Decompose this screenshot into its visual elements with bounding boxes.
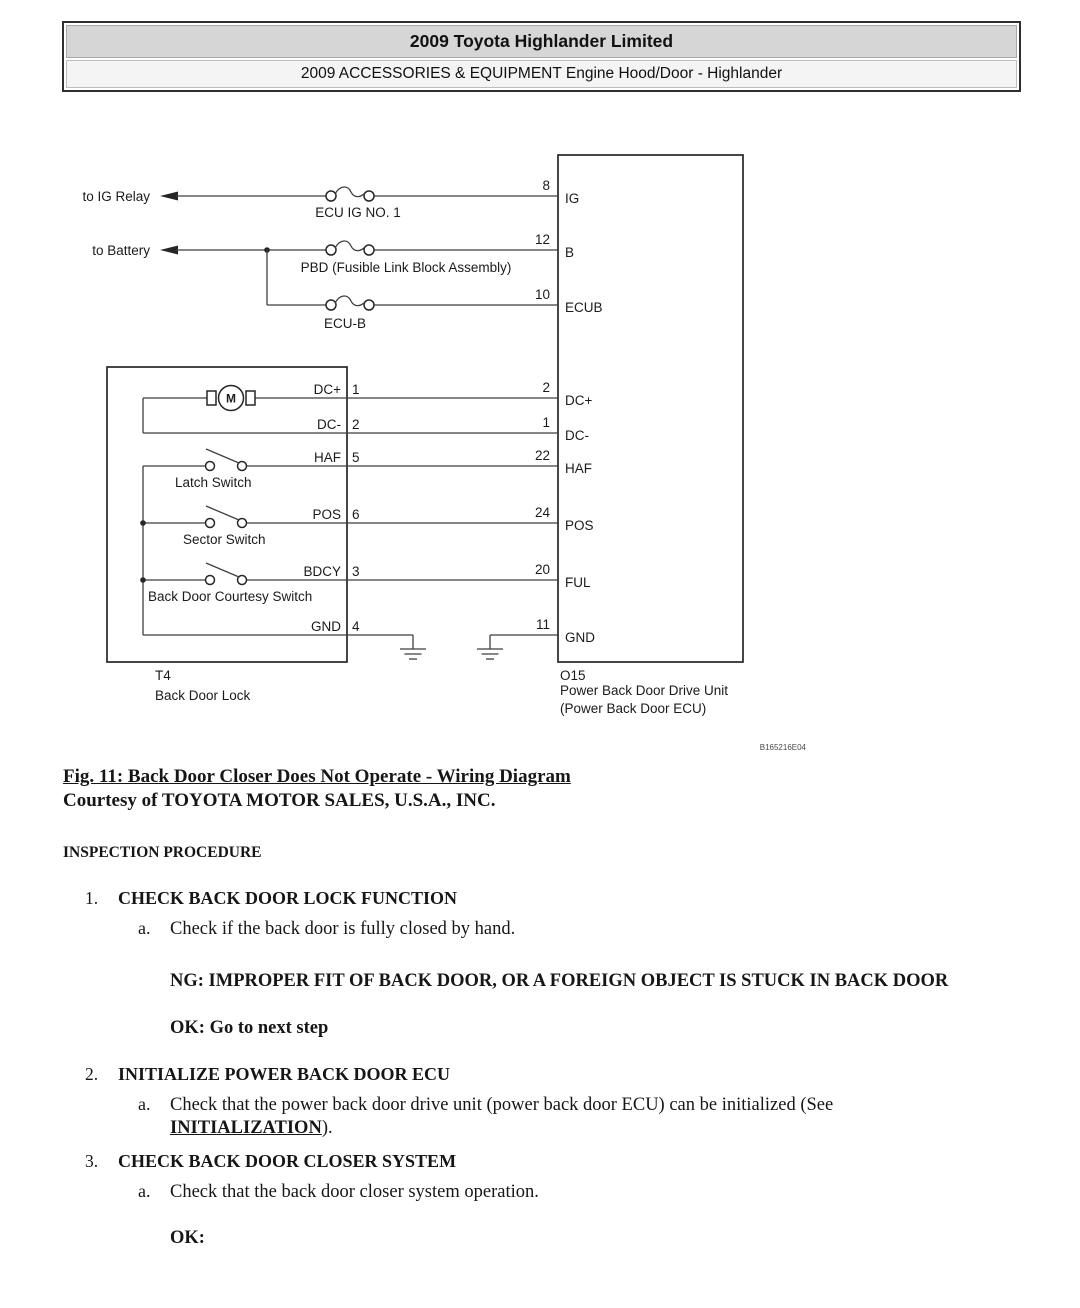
ecu-pin-num-gnd: 11 <box>535 617 550 632</box>
step-number: 3. <box>85 1151 99 1171</box>
substep-3a <box>63 1181 1021 1204</box>
ecu-pin-num-ecub: 10 <box>534 287 550 302</box>
ig-wire <box>160 187 558 201</box>
junction-dot <box>140 520 146 526</box>
ecu-pin-num-dcp: 2 <box>542 380 550 395</box>
t4-pin-num-dcm: 2 <box>352 417 360 432</box>
t4-pin-label-dcm: DC- <box>317 417 341 432</box>
ng-result-text: NG: IMPROPER FIT OF BACK DOOR, OR A FOREIGN OBJECT IS STUCK IN BACK DOOR <box>170 971 949 991</box>
substep-marker: a. <box>138 1094 151 1114</box>
ground-icon <box>477 635 503 659</box>
to-ig-relay-label: to IG Relay <box>82 189 150 204</box>
ecu-pin-label-haf: HAF <box>565 461 592 476</box>
ecu-name-line1: Power Back Door Drive Unit <box>560 683 729 698</box>
t4-pin-label-bdcy: BDCY <box>303 564 341 579</box>
fuse-ecu-b-label: ECU-B <box>323 316 367 331</box>
gnd-wire-left <box>143 635 426 659</box>
ecu-pin-num-haf: 22 <box>534 448 550 463</box>
ok-result-text: OK: Go to next step <box>170 1018 329 1038</box>
fuse-pbd-label: PBD (Fusible Link Block Assembly) <box>300 260 512 275</box>
ecu-name-line2: (Power Back Door ECU) <box>560 701 707 716</box>
ecu-pin-label-ful: FUL <box>565 575 591 590</box>
t4-name-label: Back Door Lock <box>155 688 251 703</box>
ecu-pin-label-ecub: ECUB <box>565 300 603 315</box>
ecu-pin-num-pos: 24 <box>534 505 550 520</box>
ecu-pin-label-gnd: GND <box>565 630 595 645</box>
fuse-icon <box>326 296 374 310</box>
step-title: CHECK BACK DOOR CLOSER SYSTEM <box>118 1151 457 1171</box>
t4-pin-label-gnd: GND <box>311 619 341 634</box>
figure-caption-title: Fig. 11: Back Door Closer Does Not Operate - Wiring Diagram <box>63 766 571 787</box>
substep-1a <box>63 918 1021 941</box>
t4-pin-label-pos: POS <box>312 507 341 522</box>
to-battery-label: to Battery <box>92 243 150 258</box>
figure-caption <box>63 765 1021 813</box>
substep-marker: a. <box>138 918 151 938</box>
substep-text: Check if the back door is fully closed by hand. <box>170 919 516 939</box>
t4-pin-num-pos: 6 <box>352 507 360 522</box>
ecu-pin-num-b: 12 <box>534 232 550 247</box>
substep-text: Check that the back door closer system operation. <box>170 1182 539 1202</box>
t4-pin-num-haf: 5 <box>352 450 360 465</box>
courtesy-switch-label: Back Door Courtesy Switch <box>148 589 313 604</box>
figure-caption-courtesy: Courtesy of TOYOTA MOTOR SALES, U.S.A., INC. <box>63 790 496 811</box>
left-arrow-icon <box>160 192 178 201</box>
t4-pin-num-bdcy: 3 <box>352 564 360 579</box>
bdcy-wire <box>140 563 558 585</box>
pos-wire <box>140 506 558 528</box>
sector-switch-icon <box>206 506 247 528</box>
ecub-wire <box>267 250 558 310</box>
figure-ref-code: B165216E04 <box>759 743 806 752</box>
ecu-pin-num-ig: 8 <box>542 178 550 193</box>
ok-result-text: OK: <box>170 1228 205 1248</box>
page-title: 2009 Toyota Highlander Limited <box>66 25 1017 58</box>
page-subtitle: 2009 ACCESSORIES & EQUIPMENT Engine Hood/Door - Highlander <box>66 60 1017 88</box>
substep-2a <box>63 1094 1021 1140</box>
step-title: INITIALIZE POWER BACK DOOR ECU <box>118 1064 451 1084</box>
sector-switch-label: Sector Switch <box>183 532 266 547</box>
svg-text:M: M <box>226 391 236 406</box>
document-body <box>63 765 1021 1249</box>
fuse-icon <box>326 241 374 255</box>
t4-pin-num-gnd: 4 <box>352 619 360 634</box>
substep-text-before: Check that the power back door drive unit (power back door ECU) can be initialized (See <box>170 1095 834 1115</box>
step-number: 2. <box>85 1064 99 1084</box>
ecu-pin-label-ig: IG <box>565 191 580 206</box>
ecu-pin-label-dcp: DC+ <box>565 393 593 408</box>
t4-pin-num-dcp: 1 <box>352 382 360 397</box>
ground-icon <box>400 635 426 659</box>
left-arrow-icon <box>160 246 178 255</box>
procedure-step-3 <box>63 1151 1021 1249</box>
t4-pin-label-haf: HAF <box>314 450 341 465</box>
step-number: 1. <box>85 888 99 908</box>
battery-wire <box>160 241 558 255</box>
substep-marker: a. <box>138 1181 151 1201</box>
t4-pin-label-dcp: DC+ <box>313 382 341 397</box>
latch-switch-label: Latch Switch <box>175 475 252 490</box>
courtesy-switch-icon <box>206 563 247 585</box>
wiring-diagram <box>60 148 820 763</box>
dc-plus-wire <box>143 398 558 433</box>
inspection-procedure-heading: INSPECTION PROCEDURE <box>63 844 262 861</box>
t4-id-label: T4 <box>155 668 171 683</box>
procedure-step-2 <box>63 1064 1021 1140</box>
ecu-pin-num-ful: 20 <box>534 562 550 577</box>
ecu-pin-label-b: B <box>565 245 575 260</box>
procedure-step-1 <box>63 888 1021 1039</box>
haf-wire <box>143 449 558 471</box>
ecu-pin-num-dcm: 1 <box>542 415 550 430</box>
step-title: CHECK BACK DOOR LOCK FUNCTION <box>118 888 458 908</box>
substep-text <box>170 1094 970 1140</box>
ecu-id-label: O15 <box>560 668 586 683</box>
junction-dot <box>140 577 146 583</box>
substep-text-after: ). <box>321 1118 333 1138</box>
fuse-icon <box>326 187 374 201</box>
motor-icon <box>207 386 255 411</box>
ecu-pin-label-dcm: DC- <box>565 428 589 443</box>
page-header <box>62 21 1021 92</box>
ecu-pin-label-pos: POS <box>565 518 594 533</box>
gnd-wire-right <box>477 635 558 659</box>
latch-switch-icon <box>206 449 247 471</box>
fuse-ecu-ig-label: ECU IG NO. 1 <box>315 205 401 220</box>
initialization-link[interactable]: INITIALIZATION <box>170 1118 322 1138</box>
